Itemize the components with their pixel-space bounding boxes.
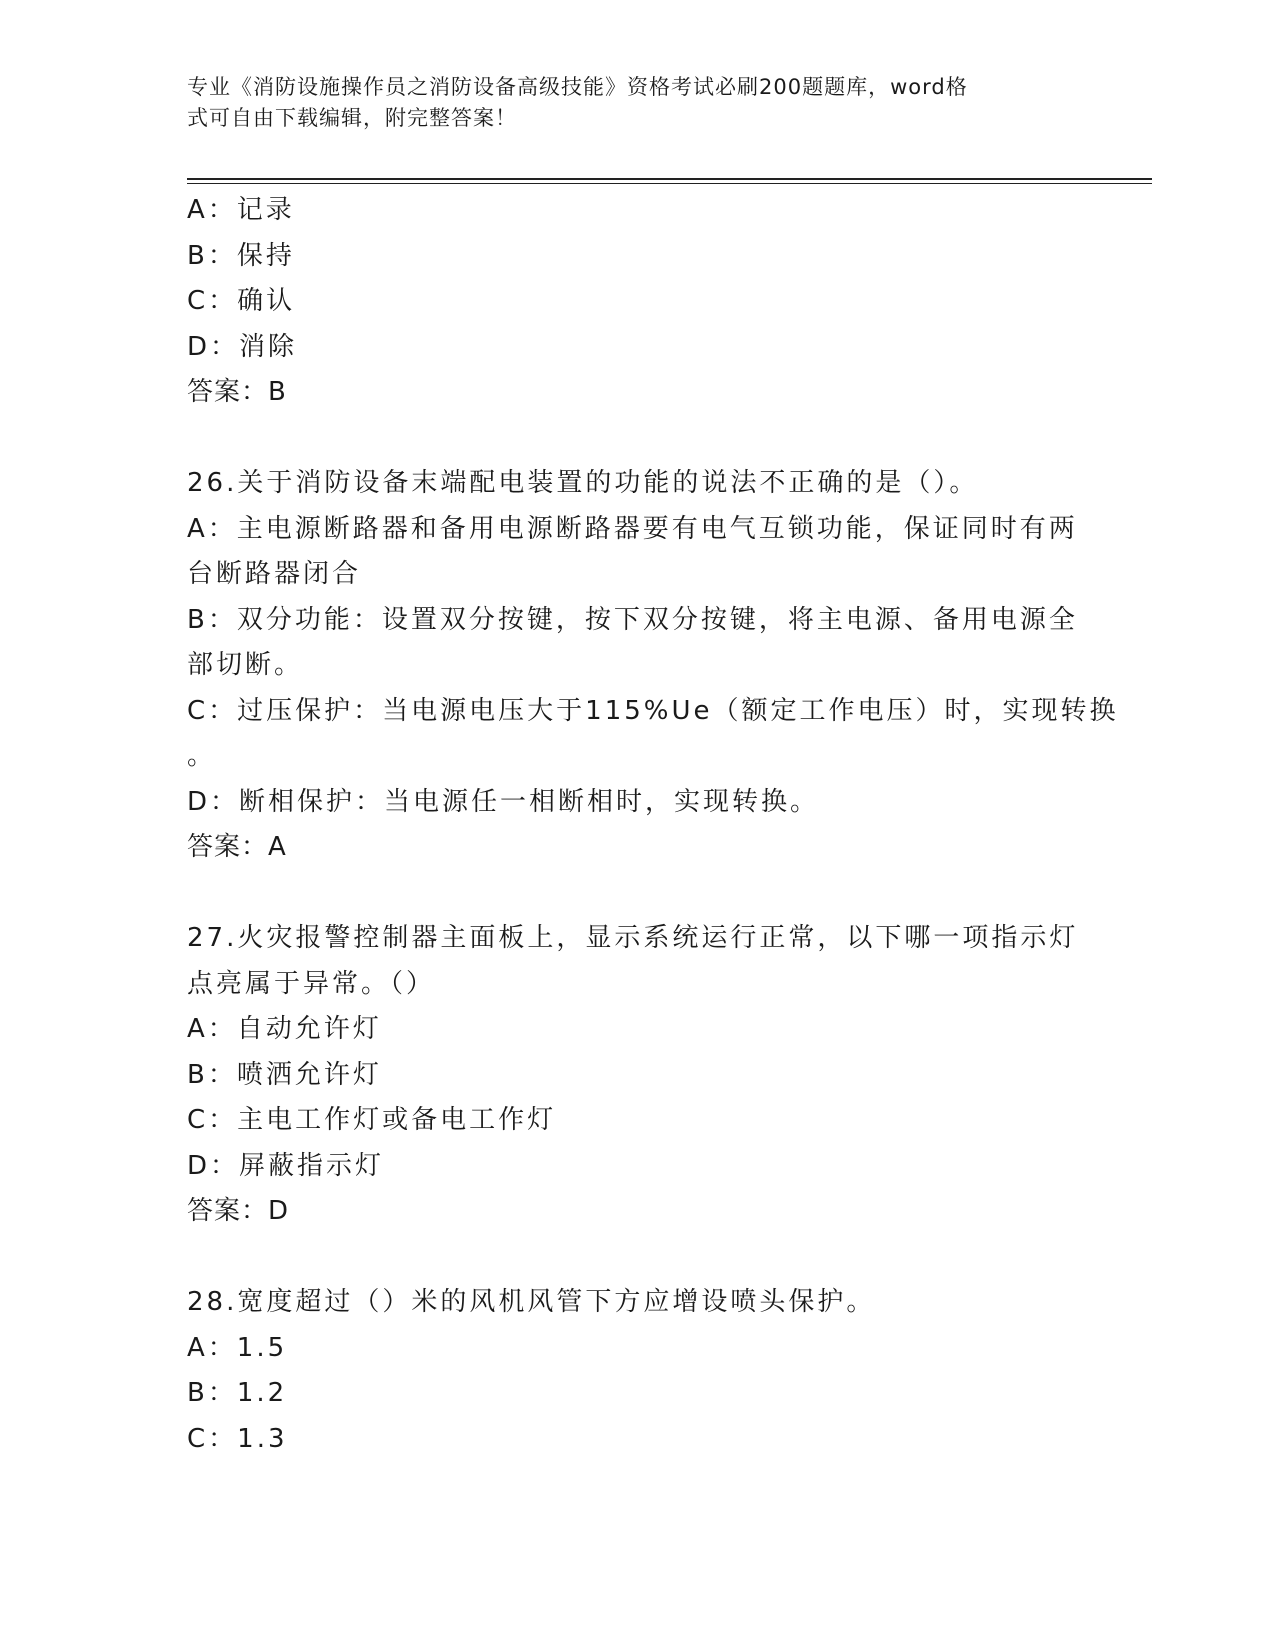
question-26 xyxy=(187,461,1119,871)
question-text: 28.宽度超过（）米的风机风管下方应增设喷头保护。 xyxy=(187,1287,876,1317)
option-d: D：屏蔽指示灯 xyxy=(187,1150,385,1181)
question-text: 26.关于消防设备末端配电装置的功能的说法不正确的是（）。 xyxy=(187,468,979,498)
document-header xyxy=(187,72,1067,134)
option-d: D：消除 xyxy=(187,331,298,362)
option-a: A：记录 xyxy=(187,195,295,225)
question-28 xyxy=(187,1280,1087,1462)
option-b: B：保持 xyxy=(187,240,295,271)
question-text-continued: 点亮属于异常。（） xyxy=(187,968,436,999)
option-d: D：断相保护：当电源任一相断相时，实现转换。 xyxy=(187,786,820,817)
option-b: B：喷洒允许灯 xyxy=(187,1059,382,1090)
question-content xyxy=(187,188,1119,1462)
option-a: A：主电源断路器和备用电源断路器要有电气互锁功能，保证同时有两 xyxy=(187,513,1078,544)
header-line-1: 专业《消防设施操作员之消防设备高级技能》资格考试必刷200题题库，word格 xyxy=(187,75,968,99)
option-c-continued: 。 xyxy=(187,741,217,771)
answer: 答案：D xyxy=(187,1196,290,1226)
question-text: 27.火灾报警控制器主面板上，显示系统运行正常，以下哪一项指示灯 xyxy=(187,923,1079,953)
option-c: C：主电工作灯或备电工作灯 xyxy=(187,1105,557,1135)
option-c: C：确认 xyxy=(187,286,296,316)
option-c: C：过压保护：当电源电压大于115%Ue（额定工作电压）时，实现转换 xyxy=(187,695,1119,726)
spacer xyxy=(187,416,1087,462)
question-25 xyxy=(187,188,1087,416)
header-divider-thin xyxy=(187,183,1152,184)
option-b: B：双分功能：设置双分按键，按下双分按键，将主电源、备用电源全 xyxy=(187,604,1078,635)
header-line-2: 式可自由下载编辑，附完整答案！ xyxy=(187,106,517,130)
spacer xyxy=(187,1235,1087,1281)
answer: 答案：A xyxy=(187,832,287,862)
question-27 xyxy=(187,916,1087,1235)
option-a: A：自动允许灯 xyxy=(187,1014,382,1044)
header-divider-thick xyxy=(187,178,1152,180)
option-c: C：1.3 xyxy=(187,1423,288,1454)
option-a-continued: 台断路器闭合 xyxy=(187,559,362,589)
option-b-continued: 部切断。 xyxy=(187,650,304,680)
option-b: B：1.2 xyxy=(187,1378,288,1408)
answer: 答案：B xyxy=(187,377,287,407)
option-a: A：1.5 xyxy=(187,1332,288,1363)
spacer xyxy=(187,871,1087,917)
